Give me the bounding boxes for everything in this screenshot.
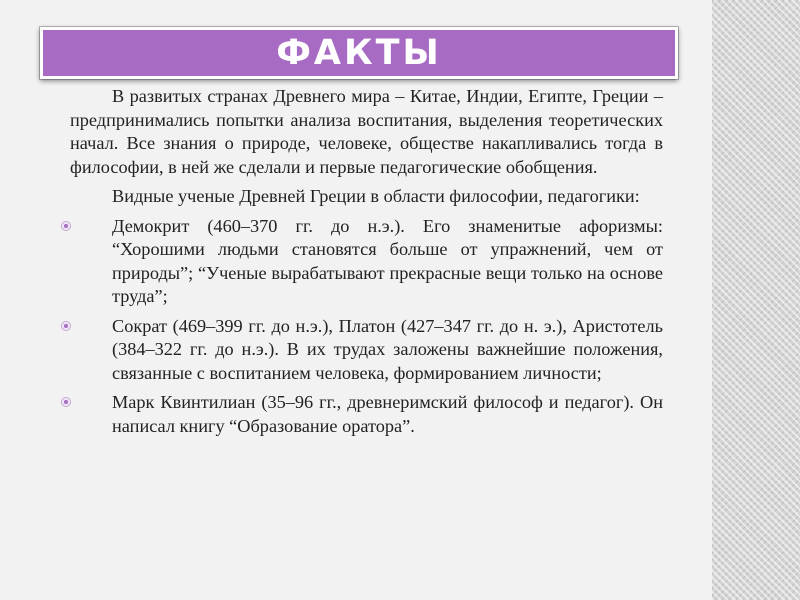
scholars-list [70, 215, 663, 439]
list-item-text: Сократ (469–399 гг. до н.э.), Платон (427–347 гг. до н. э.), Аристотель (384–322 гг. до н.э.). В их трудах заложены важнейшие положения, связанные с воспитанием человека, формированием личности; [112, 315, 663, 383]
list-item-text: Демокрит (460–370 гг. до н.э.). Его знаменитые афоризмы: “Хорошими людьми становятся больше от упражнений, чем от природы”; “Ученые вырабатывают прекрасные вещи только на основе труда”; [112, 215, 663, 306]
bullet-icon [61, 397, 71, 407]
slide-title: ФАКТЫ [276, 32, 442, 73]
list-item-text: Марк Квинтилиан (35–96 гг., древнеримский философ и педагог). Он написал книгу “Образование оратора”. [112, 392, 663, 436]
scholars-heading-paragraph: Видные ученые Древней Греции в области философии, педагогики: [112, 186, 640, 206]
title-bar [40, 27, 678, 79]
list-item [70, 315, 663, 386]
list-item [70, 391, 663, 438]
slide-content [70, 85, 663, 444]
bullet-icon [61, 221, 71, 231]
list-item [70, 215, 663, 309]
bullet-icon [61, 321, 71, 331]
decorative-stripe [712, 0, 800, 600]
intro-paragraph: В развитых странах Древнего мира – Китае, Индии, Египте, Греции – предпринимались попытки анализа воспитания, выделения теоретических начал. Все знания о природе, человеке, обществе накапливались тогда в философии, в ней же сделали и первые педагогические обобщения. [70, 86, 663, 177]
